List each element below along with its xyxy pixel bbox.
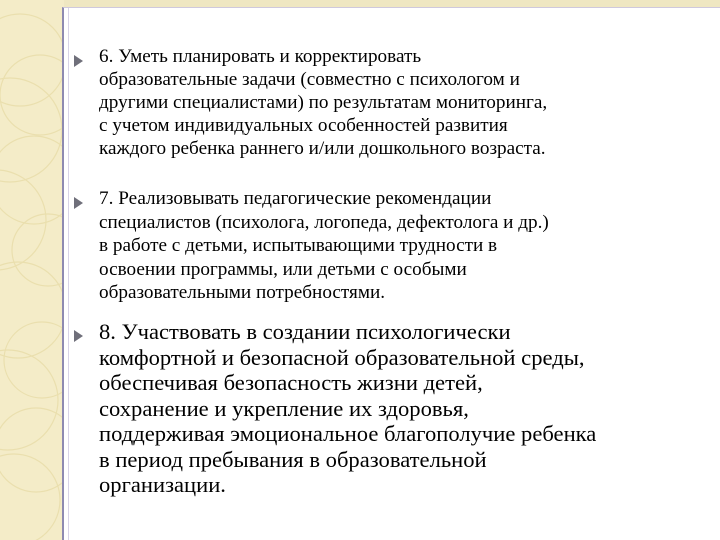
decorative-circles-pattern (0, 0, 64, 540)
triangle-bullet-icon (74, 197, 83, 209)
content-panel (62, 7, 720, 540)
list-item-7 (74, 187, 716, 305)
decorative-left-band (0, 0, 64, 540)
list-item-6 (74, 45, 716, 160)
triangle-bullet-icon (74, 55, 83, 67)
item-8-text: 8. Участвовать в создании психологически комфортной и безопасной образовательной среды, обеспечивая безопасность жизни детей, сохранение и укрепление их здоровья, поддерживая эмоциональное благополучие ребенка в период пребывания в образовательной организации. (99, 319, 597, 497)
item-7-text: 7. Реализовывать педагогические рекомендации специалистов (психолога, логопеда, дефектолога и др.) в работе с детьми, испытывающими трудности в освоении программы, или детьми с особыми образовательными потребностями. (99, 188, 549, 303)
panel-inner-border (68, 8, 69, 540)
item-6-text: 6. Уметь планировать и корректировать образовательные задачи (совместно с психологом и другими специалистами) по результатам мониторинга, с учетом индивидуальных особенностей развития каждого ребенка раннего и/или дошкольного возраста. (99, 46, 548, 159)
list-item-8 (74, 319, 716, 498)
triangle-bullet-icon (74, 330, 83, 342)
